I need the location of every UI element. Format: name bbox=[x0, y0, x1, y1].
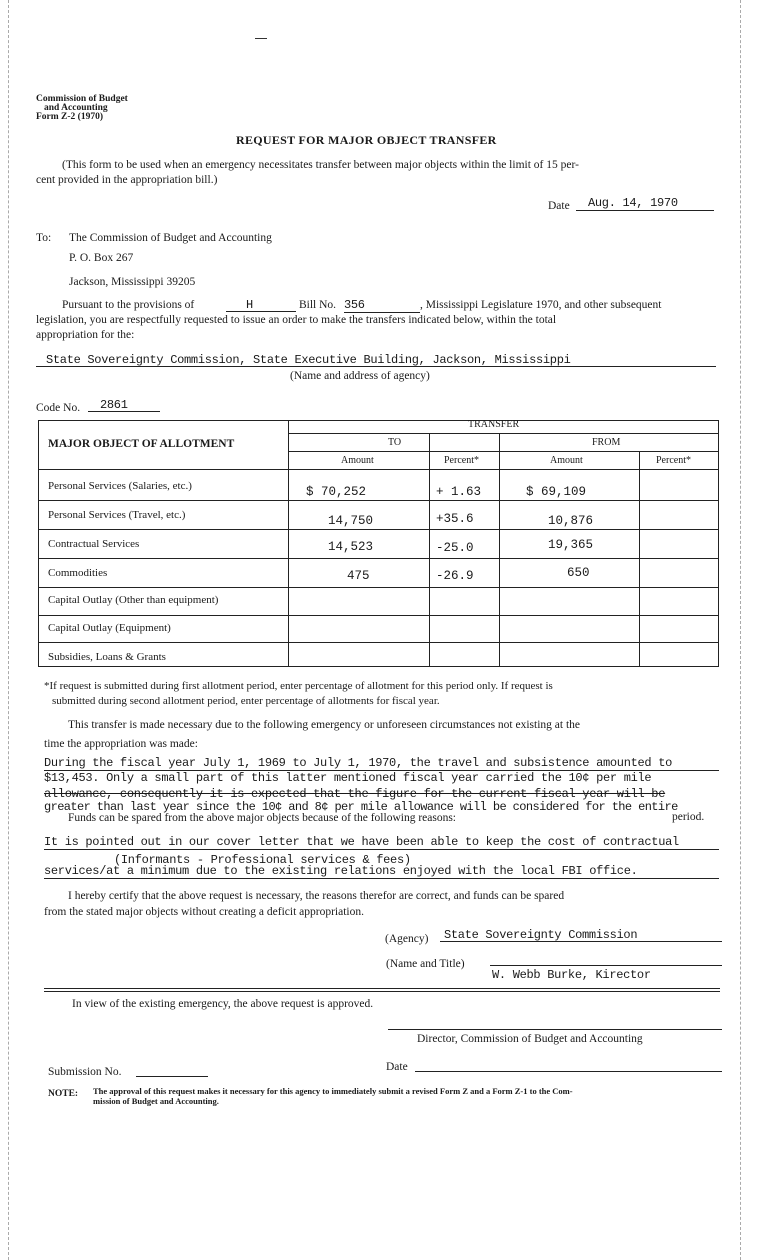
row-label-salaries: Personal Services (Salaries, etc.) bbox=[48, 480, 192, 492]
to-percent-commodities[interactable]: -26.9 bbox=[436, 569, 474, 583]
provisions-text3: , Mississippi Legislature 1970, and other subsequent bbox=[420, 299, 662, 311]
recipient-city: Jackson, Mississippi 39205 bbox=[69, 276, 196, 288]
emergency-text-line4[interactable]: greater than last year since the 10¢ and 8¢ per mile allowance will be considered for the entire bbox=[44, 800, 678, 814]
column-header-from: FROM bbox=[592, 437, 621, 448]
form-issuer-line2: and Accounting bbox=[44, 103, 108, 113]
row-label-capital-equipment: Capital Outlay (Equipment) bbox=[48, 622, 171, 634]
recipient-name: The Commission of Budget and Accounting bbox=[69, 232, 272, 244]
column-header-transfer: TRANSFER bbox=[468, 419, 520, 430]
emergency-text-line1[interactable]: During the fiscal year July 1, 1969 to July 1, 1970, the travel and subsistence amounted to bbox=[44, 756, 719, 771]
approval-date-field[interactable] bbox=[415, 1071, 722, 1072]
right-edge-mark bbox=[740, 0, 741, 1260]
to-amount-contractual[interactable]: 14,523 bbox=[328, 540, 374, 554]
reasons-text-line2[interactable]: services/at a minimum due to the existing relations enjoyed with the local FBI office. bbox=[44, 864, 719, 879]
provisions-line3: appropriation for the: bbox=[36, 329, 135, 341]
name-title-label: (Name and Title) bbox=[386, 958, 465, 970]
form-number: Form Z-2 (1970) bbox=[36, 112, 104, 122]
scan-mark bbox=[255, 38, 267, 39]
note-label: NOTE: bbox=[48, 1089, 79, 1099]
emergency-text-line2[interactable]: $13,453. Only a small part of this latter mentioned fiscal year carried the 10¢ per mile bbox=[44, 771, 652, 785]
row-label-capital-other: Capital Outlay (Other than equipment) bbox=[48, 594, 219, 606]
column-header-to-amount: Amount bbox=[341, 455, 374, 466]
from-amount-contractual[interactable]: 19,365 bbox=[548, 538, 594, 552]
provisions-line2: legislation, you are respectfully requested to issue an order to make the transfers indicated below, within the total bbox=[36, 314, 557, 326]
emergency-text-line3[interactable]: allowance, consequently it is expected that the figure for the current fiscal year will be bbox=[44, 787, 666, 801]
code-label: Code No. bbox=[36, 402, 81, 414]
to-percent-contractual[interactable]: -25.0 bbox=[436, 541, 474, 555]
reasons-text-line1[interactable]: It is pointed out in our cover letter that we have been able to keep the cost of contractual bbox=[44, 835, 719, 850]
director-signature-line[interactable] bbox=[388, 1029, 722, 1030]
form-issuer-line1: Commission of Budget bbox=[36, 94, 128, 104]
funds-reasons-label: Funds can be spared from the above major objects because of the following reasons: bbox=[68, 812, 457, 824]
submission-number-field[interactable] bbox=[136, 1076, 208, 1077]
to-percent-salaries[interactable]: + 1.63 bbox=[436, 485, 482, 499]
certify-line2: from the stated major objects without creating a deficit appropriation. bbox=[44, 906, 364, 918]
agency-signature-label: (Agency) bbox=[385, 933, 429, 945]
director-caption: Director, Commission of Budget and Accounting bbox=[417, 1033, 643, 1045]
submission-label: Submission No. bbox=[48, 1066, 122, 1078]
to-amount-commodities[interactable]: 475 bbox=[347, 569, 370, 583]
to-amount-travel[interactable]: 14,750 bbox=[328, 514, 374, 528]
name-title-field[interactable]: W. Webb Burke, Kirector bbox=[492, 968, 651, 982]
row-label-commodities: Commodities bbox=[48, 567, 108, 579]
page-title: REQUEST FOR MAJOR OBJECT TRANSFER bbox=[236, 133, 497, 147]
column-header-major-object: MAJOR OBJECT OF ALLOTMENT bbox=[48, 438, 235, 450]
agency-caption: (Name and address of agency) bbox=[290, 370, 430, 382]
column-header-to-percent: Percent* bbox=[444, 455, 479, 466]
date-label: Date bbox=[548, 200, 570, 212]
provisions-text1: Pursuant to the provisions of bbox=[62, 299, 195, 311]
recipient-pobox: P. O. Box 267 bbox=[69, 252, 134, 264]
column-header-to: TO bbox=[388, 437, 402, 448]
left-edge-mark bbox=[8, 0, 9, 1260]
code-number-field[interactable]: 2861 bbox=[88, 398, 160, 412]
column-header-from-percent: Percent* bbox=[656, 455, 691, 466]
from-amount-commodities[interactable]: 650 bbox=[567, 566, 590, 580]
note-line1: The approval of this request makes it necessary for this agency to immediately submit a revised Form Z and a Form Z-1 to the Com- bbox=[93, 1086, 573, 1096]
bill-number-field[interactable]: 356 bbox=[344, 298, 420, 313]
footnote-line1: *If request is submitted during first allotment period, enter percentage of allotment for this period only. If request is bbox=[44, 680, 553, 692]
from-amount-travel[interactable]: 10,876 bbox=[548, 514, 594, 528]
approval-date-label: Date bbox=[386, 1061, 408, 1073]
row-label-travel: Personal Services (Travel, etc.) bbox=[48, 509, 186, 521]
provisions-text2: Bill No. bbox=[299, 299, 337, 311]
row-label-subsidies: Subsidies, Loans & Grants bbox=[48, 651, 166, 663]
section-divider bbox=[44, 988, 720, 989]
agency-name-field[interactable]: State Sovereignty Commission, State Executive Building, Jackson, Mississippi bbox=[36, 353, 716, 367]
instruction-line1: (This form to be used when an emergency necessitates transfer between major objects within the limit of 15 per- bbox=[62, 159, 579, 171]
certify-line1: I hereby certify that the above request is necessary, the reasons therefor are correct, and funds can be spared bbox=[68, 890, 565, 902]
period-word: period. bbox=[672, 811, 705, 823]
column-header-from-amount: Amount bbox=[550, 455, 583, 466]
to-percent-travel[interactable]: +35.6 bbox=[436, 512, 474, 526]
footnote-line2: submitted during second allotment period, enter percentage of allotments for fiscal year. bbox=[52, 695, 440, 707]
emergency-intro-line1: This transfer is made necessary due to the following emergency or unforeseen circumstances not existing at the bbox=[68, 719, 581, 731]
approval-statement: In view of the existing emergency, the above request is approved. bbox=[72, 998, 374, 1010]
to-amount-salaries[interactable]: $ 70,252 bbox=[306, 485, 367, 499]
date-field[interactable]: Aug. 14, 1970 bbox=[576, 196, 714, 211]
from-amount-salaries[interactable]: $ 69,109 bbox=[526, 485, 587, 499]
reasons-insert[interactable]: (Informants - Professional services & fees) bbox=[114, 853, 411, 867]
instruction-line2: cent provided in the appropriation bill.) bbox=[36, 174, 218, 186]
agency-signature-field[interactable]: State Sovereignty Commission bbox=[440, 928, 722, 942]
row-label-contractual: Contractual Services bbox=[48, 538, 140, 550]
bill-type-field[interactable]: H bbox=[226, 298, 296, 312]
note-line2: mission of Budget and Accounting. bbox=[93, 1096, 219, 1106]
emergency-intro-line2: time the appropriation was made: bbox=[44, 738, 198, 750]
to-label: To: bbox=[36, 232, 52, 244]
